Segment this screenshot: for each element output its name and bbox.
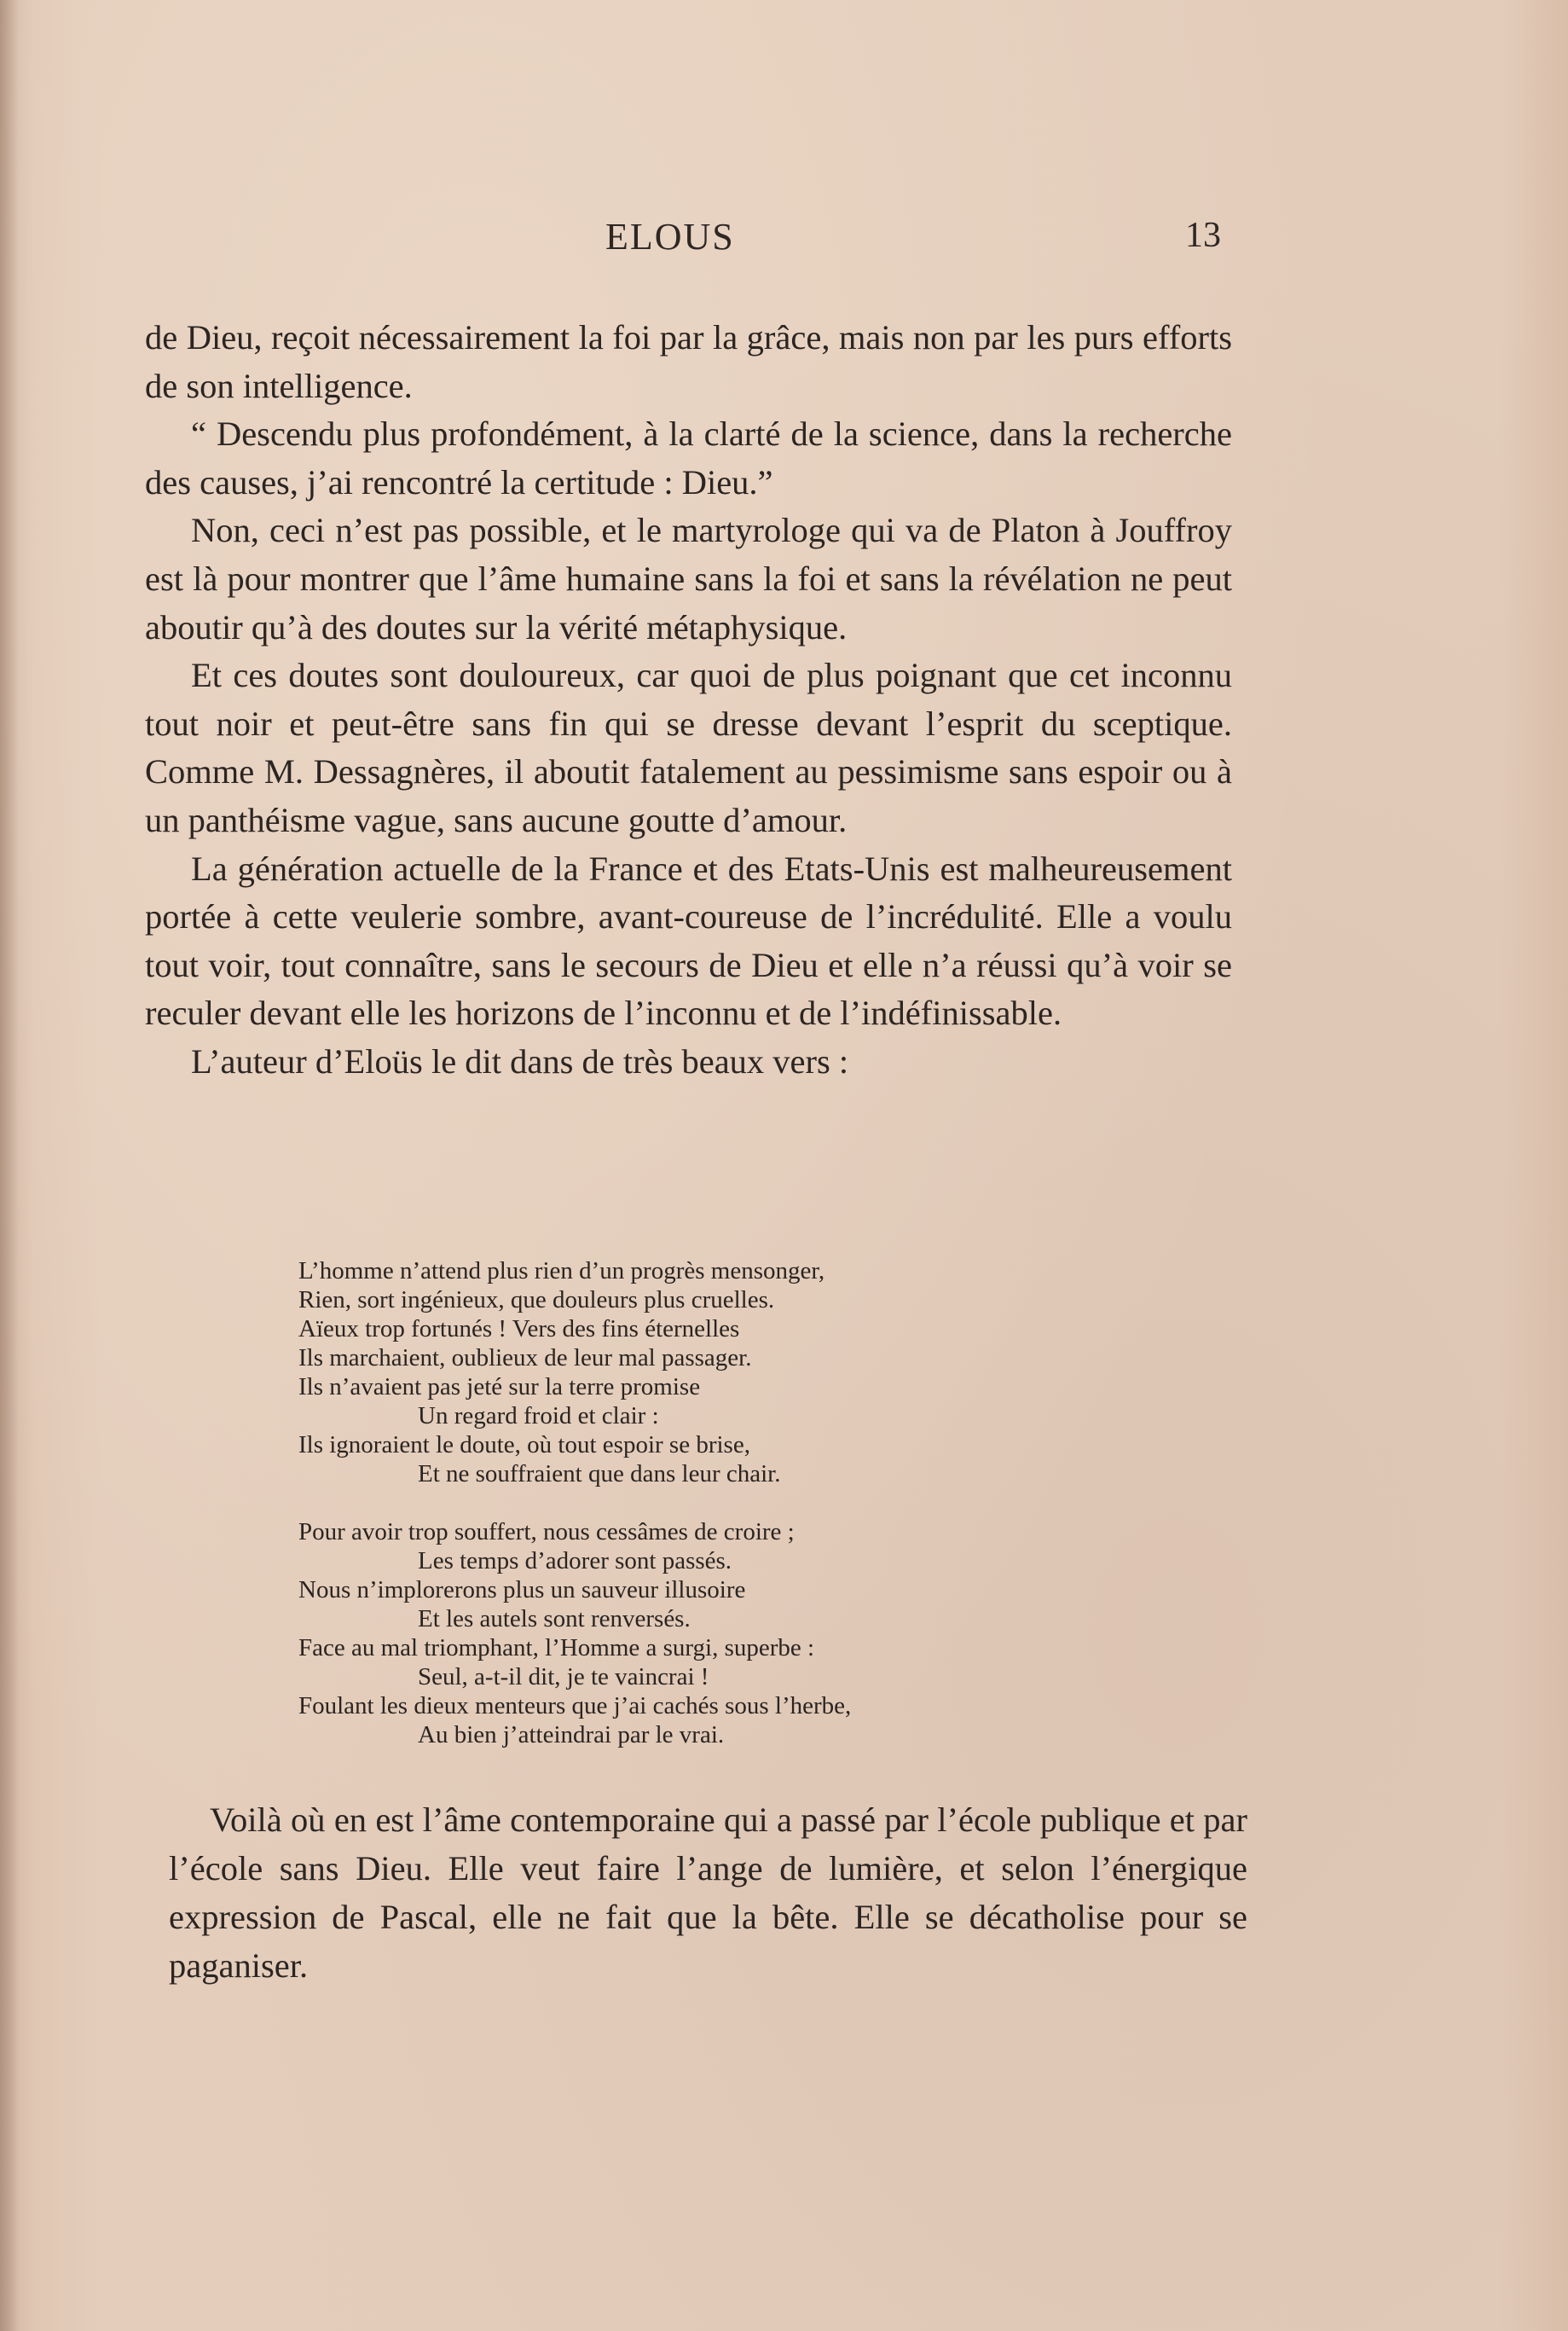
poem-verse: Foulant les dieux menteurs que j’ai cachés sous l’herbe, bbox=[298, 1692, 852, 1719]
paragraph-poem-intro: L’auteur d’Eloüs le dit dans de très beaux vers : bbox=[191, 1041, 849, 1081]
running-header bbox=[0, 215, 1568, 266]
poem-verse: Ils n’avaient pas jeté sur la terre promise bbox=[298, 1373, 701, 1400]
poem-verse: Rien, sort ingénieux, que douleurs plus cruelles. bbox=[298, 1286, 775, 1313]
poem-verse: Pour avoir trop souffert, nous cessâmes de croire ; bbox=[298, 1518, 795, 1545]
poem bbox=[298, 1256, 1151, 1749]
poem-verse: Et les autels sont renversés. bbox=[418, 1605, 691, 1632]
poem-verse: Ils marchaient, oublieux de leur mal passager. bbox=[298, 1344, 752, 1371]
poem-stanza bbox=[298, 1517, 1151, 1749]
poem-verse: Seul, a-t-il dit, je te vaincrai ! bbox=[418, 1663, 709, 1690]
poem-stanza bbox=[298, 1256, 1151, 1488]
poem-verse: Un regard froid et clair : bbox=[418, 1402, 659, 1429]
paragraph: Non, ceci n’est pas possible, et le martyrologe qui va de Platon à Jouffroy est là pour montrer que l’âme humaine sans la foi et sans la révélation ne peut aboutir qu’à des doutes sur la vérité métaphysique. bbox=[145, 511, 1232, 647]
poem-verse: Les temps d’adorer sont passés. bbox=[418, 1547, 732, 1574]
poem-verse: L’homme n’attend plus rien d’un progrès mensonger, bbox=[298, 1257, 825, 1284]
running-title: ELOUS bbox=[605, 216, 735, 258]
prose-block bbox=[145, 314, 1232, 1087]
poem-verse: Aïeux trop fortunés ! Vers des fins éternelles bbox=[298, 1315, 740, 1342]
poem-verse: Face au mal triomphant, l’Homme a surgi, superbe : bbox=[298, 1634, 815, 1661]
poem-verse: Ils ignoraient le doute, où tout espoir se brise, bbox=[298, 1431, 750, 1458]
paragraph: La génération actuelle de la France et des Etats-Unis est malheureusement portée à cette veulerie sombre, avant-coureuse de l’incrédulité. Elle a voulu tout voir, tout connaître, sans le secours de Dieu et elle n’a réussi qu’à voir se reculer devant elle les horizons de l’inconnu et de l’indéfinissable. bbox=[145, 849, 1232, 1033]
paragraph-continued: de Dieu, reçoit nécessairement la foi par la grâce, mais non par les purs efforts de son intelligence. bbox=[145, 318, 1232, 405]
page-spine-shadow bbox=[0, 0, 19, 2331]
poem-verse: Et ne souffraient que dans leur chair. bbox=[418, 1460, 781, 1487]
closing-block bbox=[169, 1795, 1247, 1990]
page-number: 13 bbox=[1185, 216, 1221, 255]
poem-verse: Au bien j’atteindrai par le vrai. bbox=[418, 1721, 725, 1748]
closing-paragraph: Voilà où en est l’âme contemporaine qui a passé par l’école publique et par l’école sans Dieu. Elle veut faire l’ange de lumière, et selon l’énergique expression de Pascal, elle ne fait que la bête. Elle se décatholise pour se paganiser. bbox=[169, 1800, 1247, 1985]
poem-verse: Nous n’implorerons plus un sauveur illusoire bbox=[298, 1576, 746, 1603]
paragraph-quotation: “ Descendu plus profondément, à la clarté de la science, dans la recherche des causes, j’ai rencontré la certitude : Dieu.” bbox=[145, 415, 1232, 502]
paragraph: Et ces doutes sont douloureux, car quoi de plus poignant que cet inconnu tout noir et peut-être sans fin qui se dresse devant l’esprit du sceptique. Comme M. Dessagnères, il aboutit fatalement au pessimisme sans espoir ou à un panthéisme vague, sans aucune goutte d’amour. bbox=[145, 656, 1232, 839]
